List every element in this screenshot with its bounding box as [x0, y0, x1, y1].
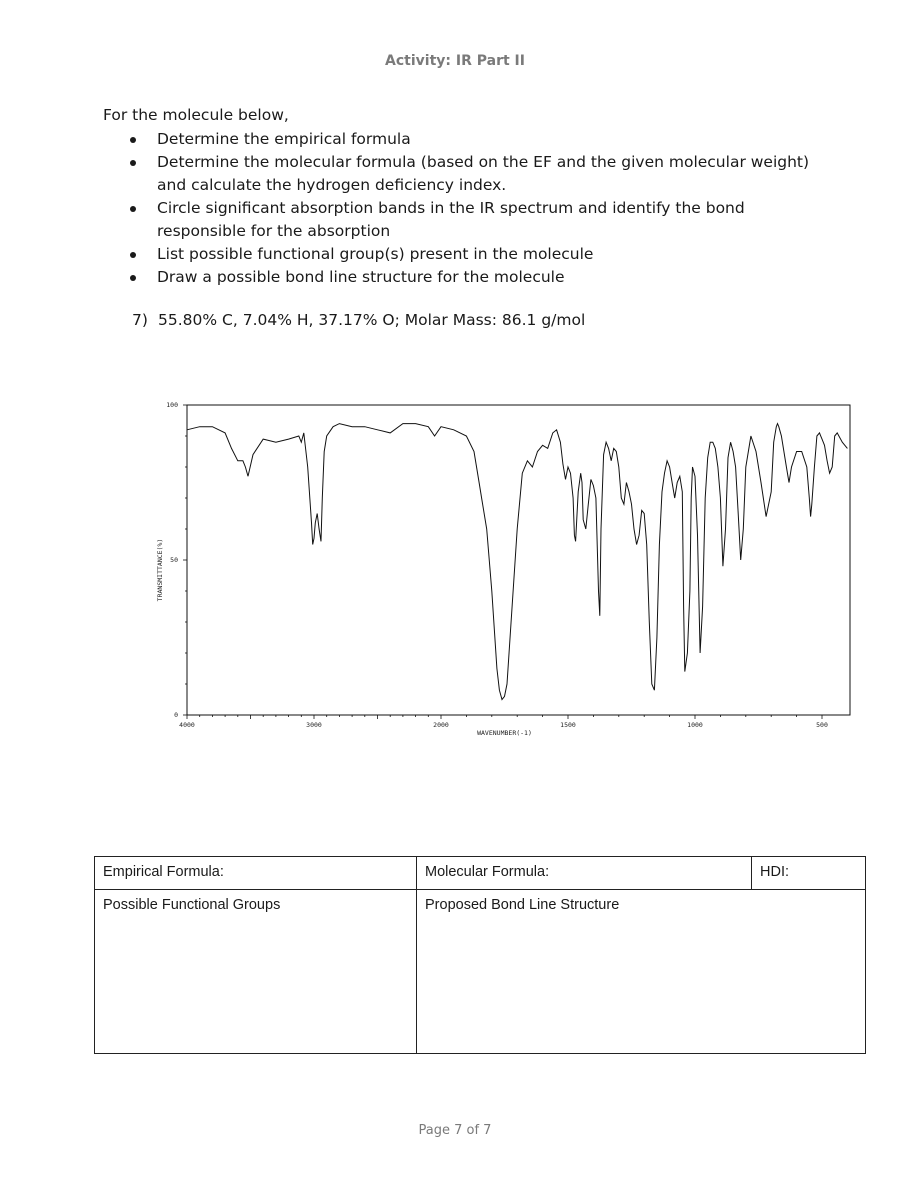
- bullet-icon: [130, 275, 136, 281]
- bond-line-structure-cell[interactable]: Proposed Bond Line Structure: [417, 890, 866, 1054]
- spectrum-line: [187, 424, 847, 700]
- bullet-icon: [130, 160, 136, 166]
- x-tick-label: 2000: [433, 721, 449, 729]
- page-title: Activity: IR Part II: [385, 53, 525, 69]
- problem-statement: [132, 311, 585, 329]
- ir-spectrum-chart: [150, 395, 860, 745]
- x-tick-label: 1500: [560, 721, 576, 729]
- list-item: Draw a possible bond line structure for the molecule: [130, 266, 830, 289]
- bullet-icon: [130, 137, 136, 143]
- instructions-intro: For the molecule below,: [103, 106, 289, 124]
- bullet-icon: [130, 252, 136, 258]
- list-item: Determine the molecular formula (based on the EF and the given molecular weight) and calculate the hydrogen deficiency index.: [130, 151, 830, 197]
- plot-frame: [187, 405, 850, 715]
- x-tick-label: 4000: [179, 721, 195, 729]
- y-tick-label: 100: [166, 401, 178, 409]
- functional-groups-cell[interactable]: Possible Functional Groups: [95, 890, 417, 1054]
- y-tick-label: 0: [174, 711, 178, 719]
- x-tick-label: 1000: [687, 721, 703, 729]
- list-item: List possible functional group(s) present in the molecule: [130, 243, 830, 266]
- empirical-formula-cell[interactable]: Empirical Formula:: [95, 857, 417, 890]
- page-number: Page 7 of 7: [418, 1123, 492, 1138]
- hdi-cell[interactable]: HDI:: [752, 857, 866, 890]
- y-axis-title: TRANSMITTANCE(%): [156, 538, 164, 602]
- list-item: Circle significant absorption bands in the IR spectrum and identify the bond responsible for the absorption: [130, 197, 830, 243]
- x-tick-label: 500: [816, 721, 828, 729]
- x-tick-label: 3000: [306, 721, 322, 729]
- bullet-icon: [130, 206, 136, 212]
- axis-labels: [156, 401, 828, 737]
- problem-number: 7): [132, 311, 148, 329]
- axis-ticks: [183, 405, 822, 719]
- instructions-list: [130, 128, 830, 289]
- answer-table: [94, 856, 866, 1054]
- y-tick-label: 50: [170, 556, 178, 564]
- list-item: Determine the empirical formula: [130, 128, 830, 151]
- molecular-formula-cell[interactable]: Molecular Formula:: [417, 857, 752, 890]
- problem-text: 55.80% C, 7.04% H, 37.17% O; Molar Mass: 86.1 g/mol: [158, 311, 586, 329]
- x-axis-title: WAVENUMBER(-1): [477, 729, 532, 737]
